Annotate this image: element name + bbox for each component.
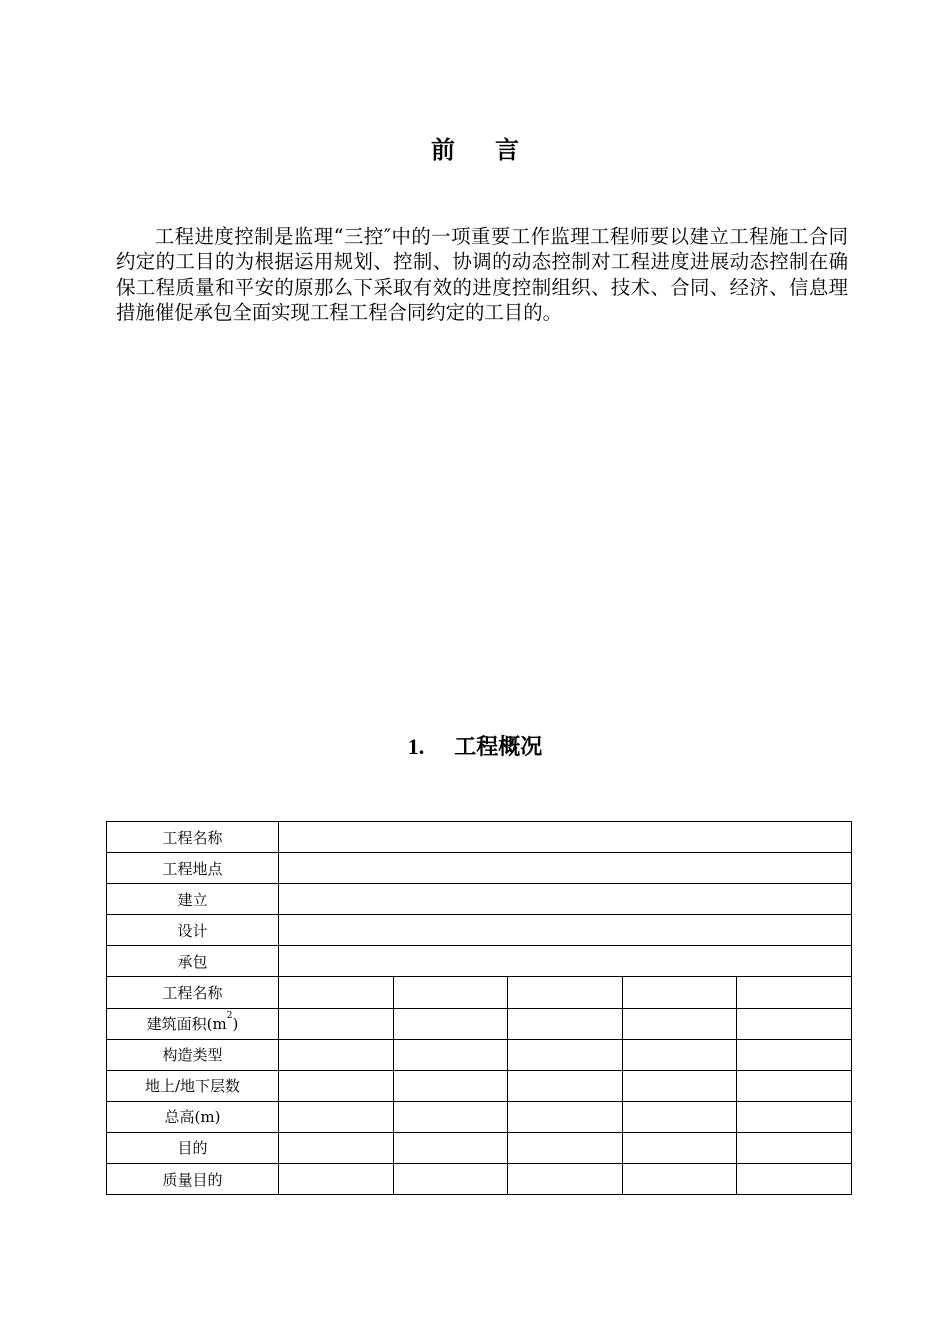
value-cell [737, 1070, 852, 1101]
value-cell [393, 1164, 508, 1195]
value-cell [622, 977, 737, 1008]
value-cell [279, 853, 852, 884]
value-cell [622, 1164, 737, 1195]
value-cell [508, 977, 623, 1008]
value-cell [279, 977, 394, 1008]
value-cell [508, 1070, 623, 1101]
value-cell [508, 1164, 623, 1195]
table-row [107, 1132, 852, 1163]
section-heading [0, 730, 950, 761]
value-cell [737, 1132, 852, 1163]
row-label: 设计 [107, 915, 279, 946]
row-label: 承包 [107, 946, 279, 977]
section-title: 工程概况 [454, 734, 543, 760]
table-row [107, 915, 852, 946]
table-row [107, 1101, 852, 1132]
area-unit-close: ) [232, 1015, 239, 1034]
table-row [107, 1008, 852, 1039]
value-cell [279, 1101, 394, 1132]
value-cell [279, 1164, 394, 1195]
value-cell [279, 822, 852, 853]
table-row [107, 1070, 852, 1101]
value-cell [622, 1039, 737, 1070]
row-label: 工程名称 [107, 977, 279, 1008]
value-cell [393, 1070, 508, 1101]
table-row [107, 822, 852, 853]
value-cell [508, 1132, 623, 1163]
value-cell [737, 1008, 852, 1039]
value-cell [737, 1101, 852, 1132]
value-cell [279, 1008, 394, 1039]
value-cell [508, 1101, 623, 1132]
table-row [107, 853, 852, 884]
value-cell [279, 1070, 394, 1101]
value-cell [737, 977, 852, 1008]
row-label-area [107, 1008, 279, 1039]
value-cell [393, 1101, 508, 1132]
table-row [107, 946, 852, 977]
value-cell [393, 1132, 508, 1163]
value-cell [393, 977, 508, 1008]
row-label: 地上/地下层数 [107, 1070, 279, 1101]
table-row [107, 1164, 852, 1195]
value-cell [737, 1039, 852, 1070]
section-number: 1. [407, 734, 425, 759]
page-title-char-2: 言 [495, 135, 519, 164]
row-label: 质量目的 [107, 1164, 279, 1195]
value-cell [622, 1008, 737, 1039]
value-cell [393, 1039, 508, 1070]
preface-paragraph: 工程进度控制是监理“三控″中的一项重要工作监理工程师要以建立工程施工合同约定的工目的为根据运用规划、控制、协调的动态控制对工程进度进展动态控制在确保工程质量和平安的原那么下采取有效的进度控制组织、技术、合同、经济、信息理措施催促承包全面实现工程工程合同约定的工目的。 [116, 225, 848, 325]
value-cell [393, 1008, 508, 1039]
table-row [107, 977, 852, 1008]
project-overview-table [106, 821, 852, 1195]
row-label: 建立 [107, 884, 279, 915]
area-unit-superscript: 2 [226, 1011, 233, 1022]
row-label: 构造类型 [107, 1039, 279, 1070]
row-label: 工程地点 [107, 853, 279, 884]
value-cell [279, 1132, 394, 1163]
value-cell [279, 884, 852, 915]
page-title-char-1: 前 [431, 135, 455, 164]
value-cell [737, 1164, 852, 1195]
value-cell [508, 1039, 623, 1070]
row-label: 目的 [107, 1132, 279, 1163]
table-row [107, 884, 852, 915]
row-label: 工程名称 [107, 822, 279, 853]
table-row [107, 1039, 852, 1070]
value-cell [622, 1132, 737, 1163]
value-cell [279, 915, 852, 946]
area-label-text: 建筑面积(m [146, 1015, 227, 1034]
value-cell [622, 1070, 737, 1101]
value-cell [279, 946, 852, 977]
value-cell [508, 1008, 623, 1039]
page-title [0, 130, 950, 165]
row-label: 总高(m) [107, 1101, 279, 1132]
value-cell [279, 1039, 394, 1070]
value-cell [622, 1101, 737, 1132]
